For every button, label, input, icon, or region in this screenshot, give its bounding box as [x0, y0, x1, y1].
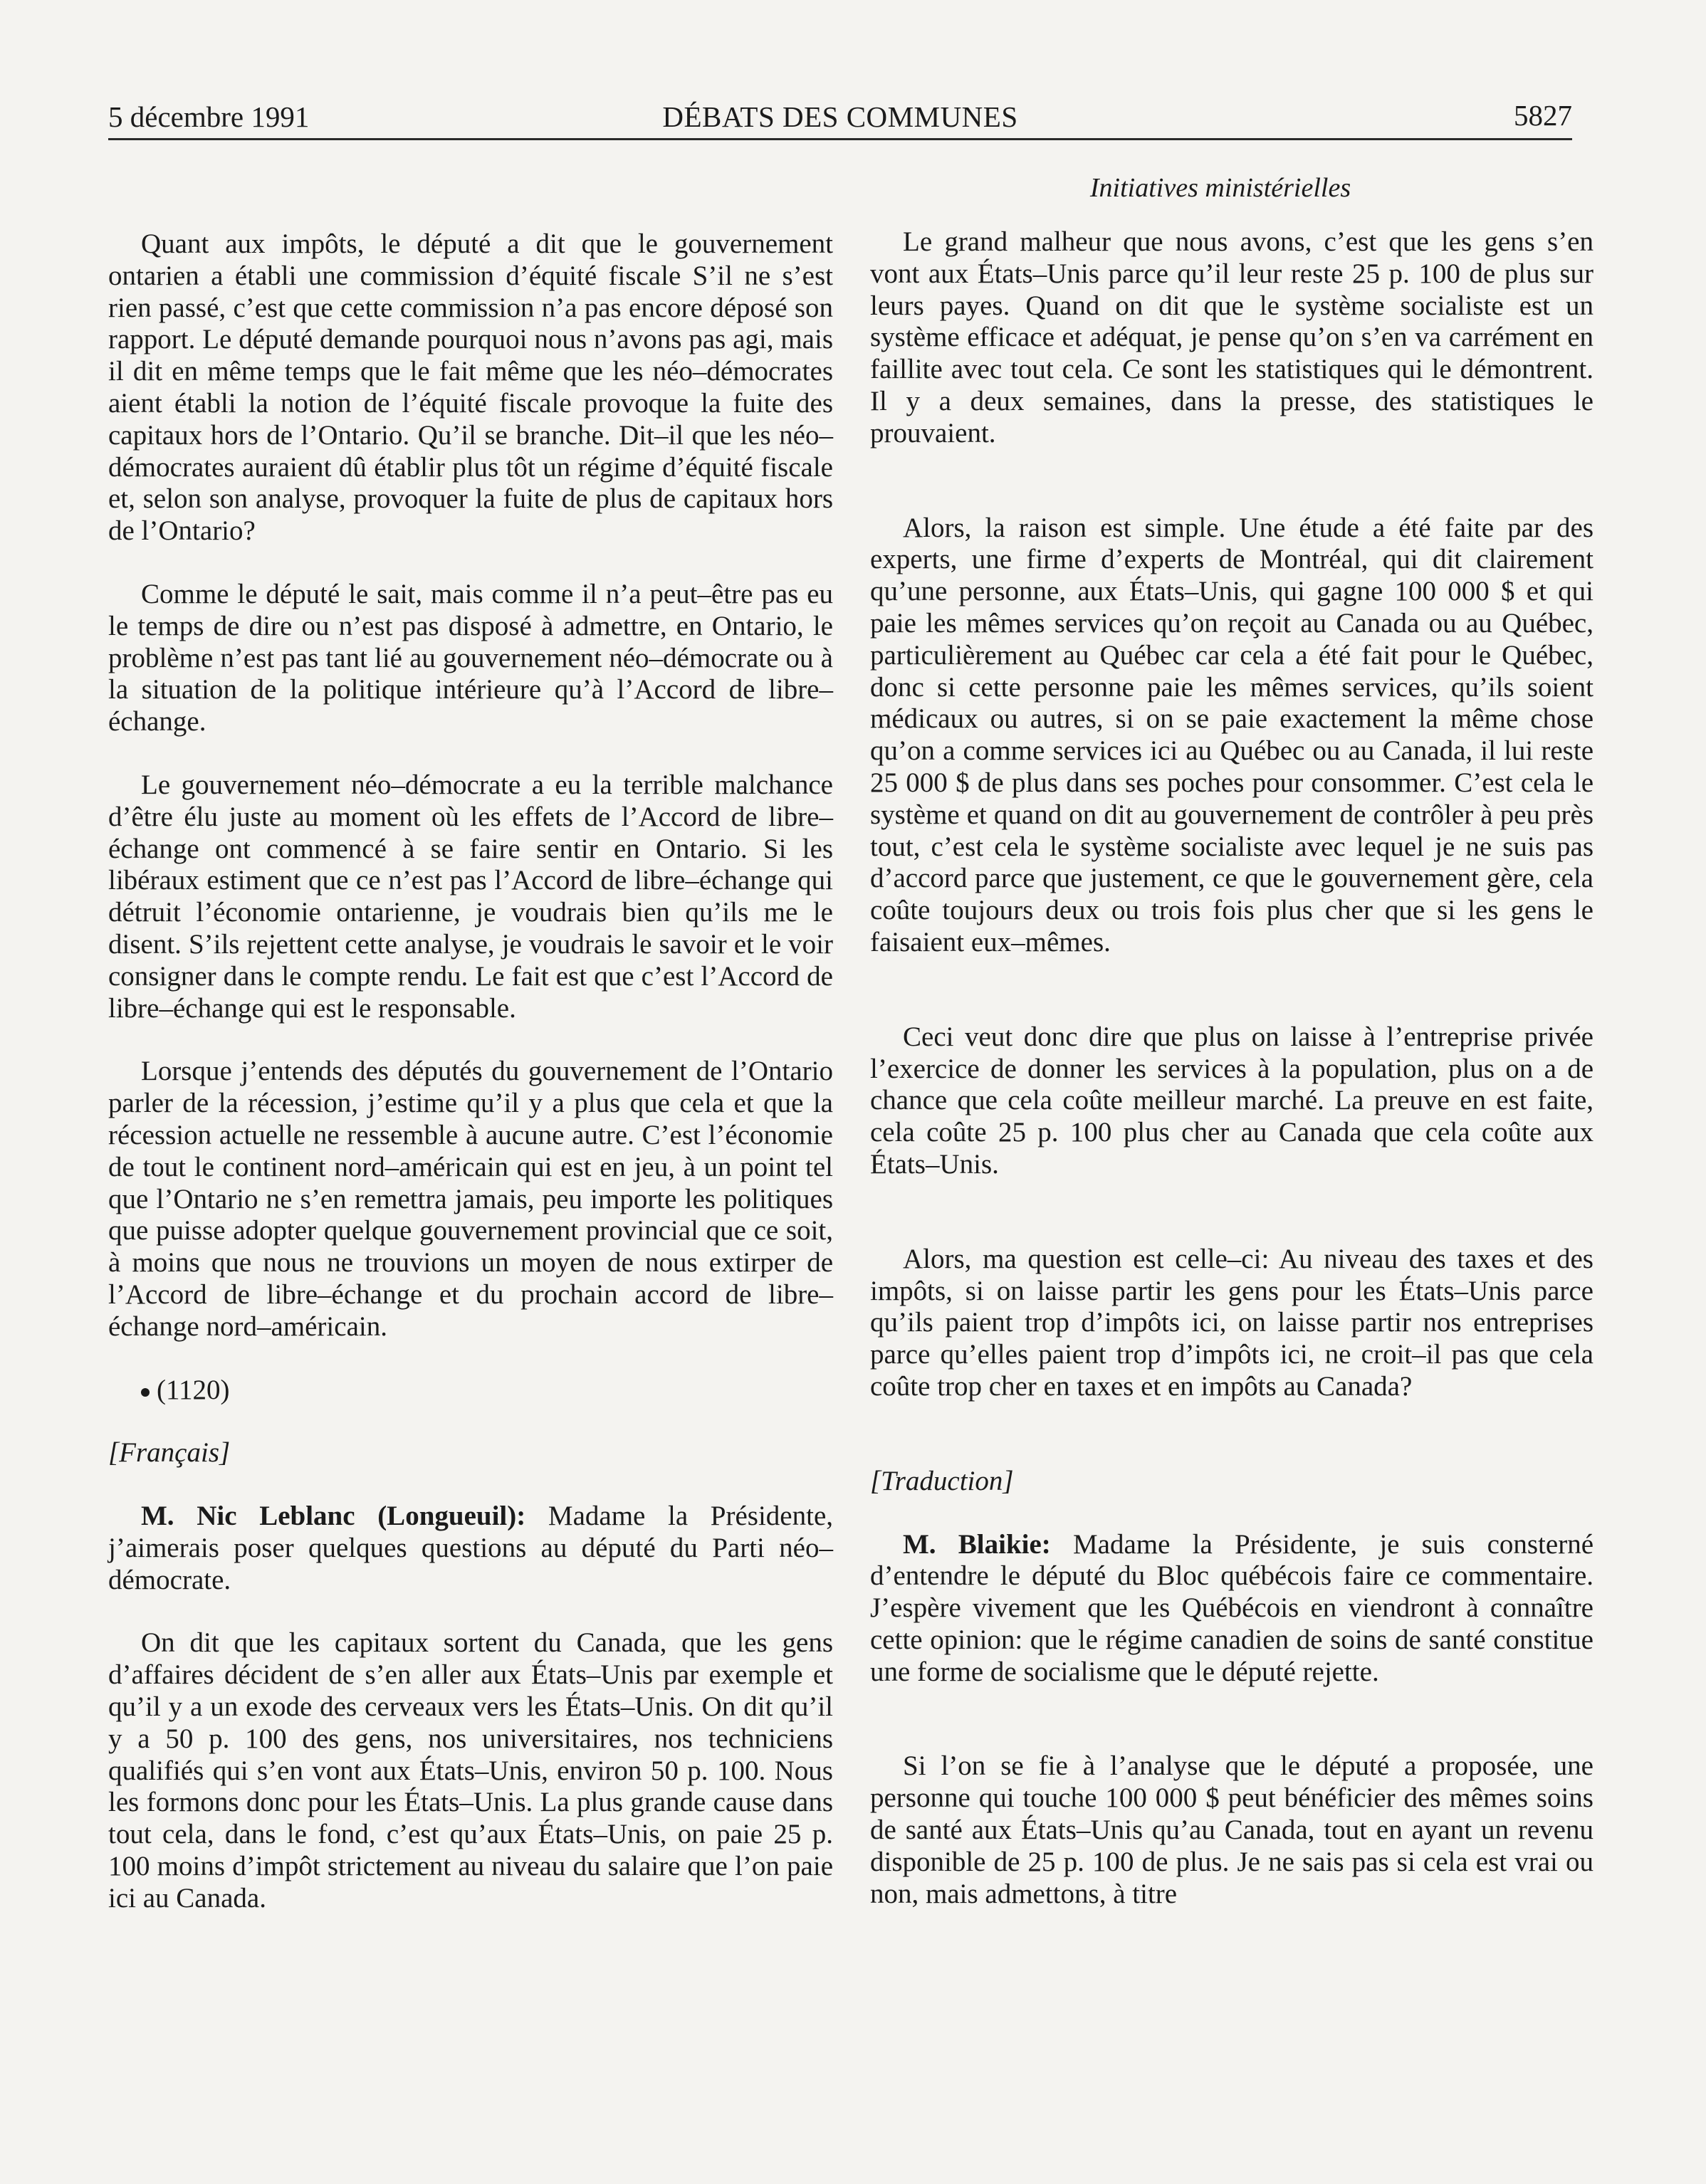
section-title: Initiatives ministérielles	[1089, 173, 1351, 203]
paragraph: Ceci veut donc dire que plus on laisse à l’entreprise privée l’exercice de donner les services à la population, plus on a de chance que cela coûte meilleur marché. La preuve en est faite, cela coûte 25 p. 100 plus cher au Canada que cela coûte aux États–Unis.	[870, 1021, 1594, 1180]
language-note: [Traduction]	[870, 1465, 1014, 1496]
speaker-name: M. Blaikie:	[903, 1528, 1051, 1560]
paragraph: Alors, ma question est celle–ci: Au niveau des taxes et des impôts, si on laisse partir les gens pour les États–Unis parce qu’ils paient trop d’impôts ici, on laisse partir nos entreprises parce qu’elles paient trop d’impôts ici, ne croit–il pas que cela coûte trop cher en taxes et en impôts au Canada?	[870, 1243, 1594, 1402]
header-rule	[108, 138, 1572, 140]
time-marker	[108, 1375, 833, 1407]
paragraph: Comme le député le sait, mais comme il n’a peut–être pas eu le temps de dire ou n’est pas disposé à admettre, en Ontario, le problème n’est pas tant lié au gouvernement néo–démocrate ou à la situation de la politique intérieure qu’à l’Accord de libre–échange.	[108, 578, 833, 737]
paragraph: Le gouvernement néo–démocrate a eu la terrible malchance d’être élu juste au moment où les effets de l’Accord de libre–échange ont commencé à se faire sentir en Ontario. Si les libéraux estiment que ce n’est pas l’Accord de libre–échange qui détruit l’économie ontarienne, je voudrais bien qu’ils me le disent. S’ils rejettent cette analyse, je voudrais le savoir et le voir consigner dans le compte rendu. Le fait est que c’est l’Accord de libre–échange qui est le responsable.	[108, 769, 833, 1024]
time-marker-text: (1120)	[157, 1374, 230, 1405]
paragraph: Le grand malheur que nous avons, c’est que les gens s’en vont aux États–Unis parce qu’il leur reste 25 p. 100 de plus sur leurs payes. Quand on dit que le système socialiste est un système efficace et adéquat, je pense qu’on s’en va carrément en faillite avec tout cela. Ce sont les statistiques qui le démontrent. Il y a deux semaines, dans la presse, des statistiques le prouvaient.	[870, 226, 1594, 448]
paragraph: Alors, la raison est simple. Une étude a été faite par des experts, une firme d’experts de Montréal, qui dit clairement qu’une personne, aux États–Unis, qui gagne 100 000 $ et qui paie les mêmes services qu’on reçoit au Canada ou au Québec, particulièrement au Québec car cela a été fait pour le Québec, donc si cette personne paie les mêmes services, qu’ils soient médicaux ou autres, si on se paie exactement la même chose qu’on a comme services ici au Québec ou au Canada, il lui reste 25 000 $ de plus dans ses poches pour consommer. C’est cela le système et quand on dit au gouvernement de contrôler à peu près tout, c’est cela le système socialiste avec lequel je ne suis pas d’accord parce que justement, ce que le gouvernement gère, cela coûte toujours deux ou trois fois plus cher que si les gens le faisaient eux–mêmes.	[870, 512, 1594, 957]
language-note: [Français]	[108, 1437, 231, 1469]
speech-paragraph	[108, 1501, 833, 1596]
header-title: DÉBATS DES COMMUNES	[662, 100, 1018, 133]
paragraph: On dit que les capitaux sortent du Canada, que les gens d’affaires décident de s’en aller aux États–Unis par exemple et qu’il y a un exode des cerveaux vers les États–Unis. On dit qu’il y a 50 p. 100 des gens, nos universitaires, nos techniciens qualifiés qui s’en vont aux États–Unis, environ 50 p. 100. Nous les formons donc pour les États–Unis. La plus grande cause dans tout cela, dans le fond, c’est qu’aux États–Unis, on paie 25 p. 100 moins d’impôt strictement au niveau du salaire que l’on paie ici au Canada.	[108, 1627, 833, 1913]
header-date: 5 décembre 1991	[108, 100, 310, 133]
speaker-name: M. Nic Leblanc (Longueuil):	[141, 1501, 526, 1532]
bullet-icon	[141, 1388, 150, 1397]
paragraph: Quant aux impôts, le député a dit que le gouvernement ontarien a établi une commission d’équité fiscale S’il ne s’est rien passé, c’est que cette commission n’a pas encore déposé son rapport. Le député demande pourquoi nous n’avons pas agi, mais il dit en même temps que le fait même que les néo–démocrates aient établi la notion de l’équité fiscale provoque la fuite des capitaux hors de l’Ontario. Qu’il se branche. Dit–il que les néo–démocrates auraient dû établir plus tôt un régime d’équité fiscale et, selon son analyse, provoquer la fuite de plus de capitaux hors de l’Ontario?	[108, 229, 833, 547]
speech-text: Madame la Présidente, je suis consterné d’entendre le député du Bloc québécois faire ce commentaire. J’espère vivement que les Québécois en viendront à connaître cette opinion: que le régime canadien de soins de santé constitue une forme de socialisme que le député rejette.	[870, 1528, 1594, 1687]
right-column	[870, 226, 1594, 1910]
page-number: 5827	[1514, 99, 1572, 132]
running-header	[108, 94, 1572, 138]
paragraph: Si l’on se fie à l’analyse que le député a proposée, une personne qui touche 100 000 $ peut bénéficier des mêmes soins de santé aux États–Unis qu’au Canada, tout en ayant un revenu disponible de 25 p. 100 de plus. Je ne sais pas si cela est vrai ou non, mais admettons, à titre	[870, 1750, 1594, 1909]
speech-paragraph	[870, 1529, 1594, 1689]
paragraph: Lorsque j’entends des députés du gouvernement de l’Ontario parler de la récession, j’estime qu’il y a plus que cela et que la récession actuelle ne ressemble à aucune autre. C’est l’économie de tout le continent nord–américain qui est en jeu, à un point tel que l’Ontario ne s’en remettra jamais, peu importe les politiques que puisse adopter quelque gouvernement provincial que ce soit, à moins que nous ne trouvions un moyen de nous extirper de l’Accord de libre–échange et du prochain accord de libre–échange nord–américain.	[108, 1056, 833, 1342]
left-column	[108, 229, 833, 1915]
speech-text: Madame la Présidente, j’aimerais poser quelques questions au député du Parti néo–démocrate.	[108, 1501, 834, 1595]
